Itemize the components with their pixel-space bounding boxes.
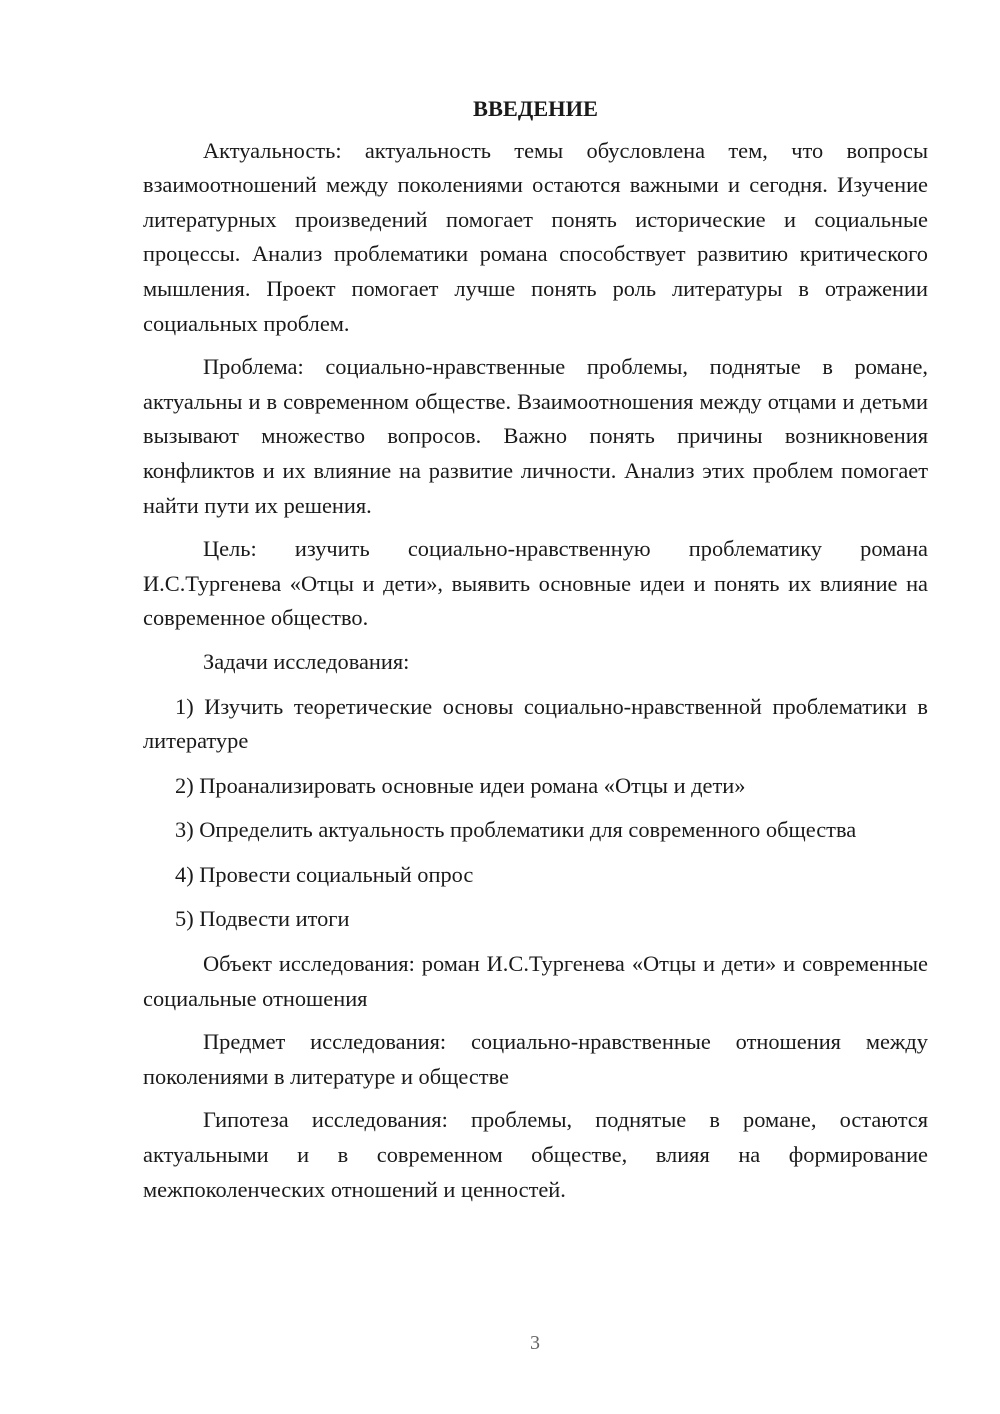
tasks-heading: Задачи исследования: — [203, 648, 410, 674]
task-item: 2) Проанализировать основные идеи романа «Отцы и дети» — [175, 772, 746, 798]
problem-paragraph: Проблема: социально-нравственные проблемы, поднятые в романе, актуальны и в современном обществе. Взаимоотношения между отцами и детьми вызывают множество вопросов. Важно понять причины возникновения конфликтов и их влияние на развитие личности. Анализ этих проблем помогает найти пути их решения. — [143, 354, 928, 518]
object-paragraph: Объект исследования: роман И.С.Тургенева «Отцы и дети» и современные социальные отношения — [143, 951, 928, 1011]
goal-paragraph: Цель: изучить социально-нравственную проблематику романа И.С.Тургенева «Отцы и дети», выявить основные идеи и понять их влияние на современное общество. — [143, 536, 928, 631]
task-item: 4) Провести социальный опрос — [175, 861, 474, 887]
subject-paragraph: Предмет исследования: социально-нравственные отношения между поколениями в литературе и обществе — [143, 1029, 928, 1089]
task-item: 1) Изучить теоретические основы социально-нравственной проблематики в литературе — [143, 693, 928, 754]
task-item: 5) Подвести итоги — [175, 906, 350, 932]
page-title: ВВЕДЕНИЕ — [473, 96, 598, 121]
relevance-paragraph: Актуальность: актуальность темы обусловлена тем, что вопросы взаимоотношений между поколениями остаются важными и сегодня. Изучение литературных произведений помогает понять исторические и социальные процессы. Анализ проблематики романа способствует развитию критического мышления. Проект помогает лучше понять роль литературы в отражении социальных проблем. — [143, 137, 928, 336]
page-number: 3 — [530, 1332, 540, 1354]
tasks-list — [143, 690, 928, 938]
document-page — [143, 92, 928, 1216]
task-item: 3) Определить актуальность проблематики для современного общества — [175, 817, 857, 843]
hypothesis-paragraph: Гипотеза исследования: проблемы, поднятые в романе, остаются актуальными и в современном обществе, влияя на формирование межпоколенческих отношений и ценностей. — [143, 1107, 928, 1202]
